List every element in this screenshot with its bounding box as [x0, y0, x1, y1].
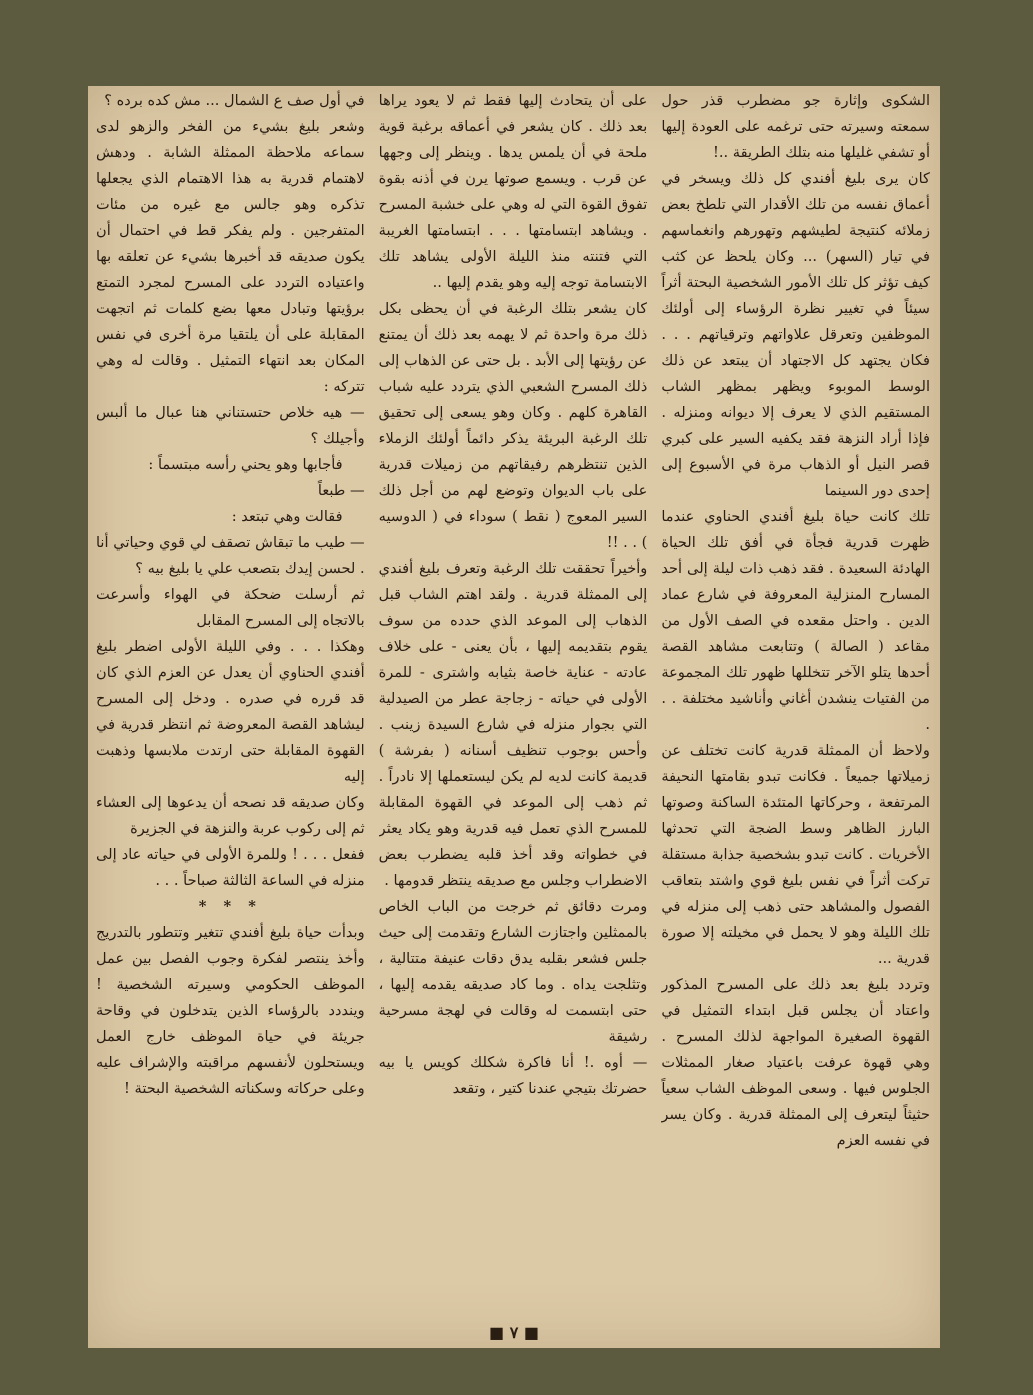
paragraph: كان يرى بليغ أفندي كل ذلك ويسخر في أعماق نفسه من تلك الأقدار التي تلطخ بعض زملائه كنتيجة لطيشهم وتهورهم وانغماسهم في تيار (السهر) ... وكان يلحظ عن كثب كيف تؤثر كل تلك الأمور الشخصية البحتة أثراً سيئاً في تغيير نظرة الرؤساء إلى أولئك الموظفين وتعرقل علاواتهم وترقياتهم . . . فكان يجتهد كل الاجتهاد أن يبتعد عن ذلك الوسط الموبوء ويظهر بمظهر الشاب المستقيم الذي لا يعرف إلا ديوانه ومنزله . فإذا أراد النزهة فقد يكفيه السير على كبري قصر النيل أو الذهاب مرة في الأسبوع إلى إحدى دور السينما: [661, 170, 930, 499]
paragraph: وهكذا . . . وفي الليلة الأولى اضطر بليغ أفندي الحناوي أن يعدل عن العزم الذي كان قد قرره في صدره . ودخل إلى المسرح ليشاهد القصة المعروضة ثم انتظر قدرية في القهوة المقابلة حتى ارتدت ملابسها وذهبت إليه: [95, 638, 365, 785]
paragraph: ثم أرسلت ضحكة في الهواء وأسرعت بالاتجاه إلى المسرح المقابل: [95, 586, 365, 629]
paragraph: ومرت دقائق ثم خرجت من الباب الخاص بالممثلين واجتازت الشارع وتقدمت إلى حيث جلس فشعر بقلبه يدق دقات عنيفة متتالية ، وتثلجت يداه . وما كاد صديقه يقدمه إليها ، حتى ابتسمت له وقالت في لهجة مسرحية رشيقة: [378, 898, 648, 1045]
column-3: [96, 88, 365, 1306]
column-1: [661, 88, 930, 1306]
section-separator: * * *: [198, 898, 262, 915]
page: [88, 86, 940, 1348]
paragraph: في أول صف ع الشمال ... مش كده برده ؟: [104, 92, 365, 109]
paragraph: وكان صديقه قد نصحه أن يدعوها إلى العشاء ثم إلى ركوب عربة والنزهة في الجزيرة: [95, 794, 365, 837]
paragraph: ففعل . . . ! وللمرة الأولى في حياته عاد إلى منزله في الساعة الثالثة صباحاً . . .: [95, 846, 365, 889]
dialogue-line: — أوه .! أنا فاكرة شكلك كويس يا بيه حضرتك بتيجي عندنا كتير ، وتقعد: [378, 1054, 648, 1097]
dialogue-line: — طيب ما تبقاش تصقف لي قوي وحياتي أنا . لحسن إيدك بتصعب علي يا بليغ بيه ؟: [95, 534, 365, 577]
paragraph: على أن يتحادث إليها فقط ثم لا يعود يراها بعد ذلك . كان يشعر في أعماقه برغبة قوية ملحة في أن يلمس يدها . وينظر إلى وجهها عن قرب . ويسمع صوتها يرن في أذنه بقوة تفوق القوة التي له وهي على خشبة المسرح . ويشاهد ابتسامتها . . . ابتسامتها الغريبة التي فتنته منذ الليلة الأولى يشاهد تلك الابتسامة توجه إليه وهو يقدم إليها ..: [378, 92, 648, 291]
paragraph: فأجابها وهو يحني رأسه مبتسماً :: [148, 456, 343, 473]
paragraph: فقالت وهي تبتعد :: [231, 508, 343, 525]
paragraph: كان يشعر بتلك الرغبة في أن يحظى بكل ذلك مرة واحدة ثم لا يهمه بعد ذلك أن يمتنع عن رؤيتها إلى الأبد . بل حتى عن الذهاب إلى ذلك المسرح الشعبي الذي يتردد عليه شباب القاهرة كلهم . وكان وهو يسعى إلى تحقيق تلك الرغبة البريئة يذكر دائماً أولئك الزملاء الذين تنتظرهم رفيقاتهم من زميلات قدرية على باب الديوان وتوضع لهم من أجل ذلك السير المعوج ( نقط ) سوداء في ( الدوسيه ) . . !!: [378, 300, 648, 551]
text-columns: [96, 88, 930, 1306]
dialogue-line: — طبعاً: [317, 482, 365, 499]
paragraph: ولاحظ أن الممثلة قدرية كانت تختلف عن زميلاتها جميعاً . فكانت تبدو بقامتها النحيفة المرتفعة ، وحركاتها المتئدة الساكنة وصوتها البارز الظاهر وسط الضجة التي تحدثها الأخريات . كانت تبدو بشخصية جذابة مستقلة تركت أثراً في نفس بليغ قوي واشتد بتعاقب الفصول والمشاهد حتى ذهب إلى منزله في تلك الليلة وهو لا يحمل في مخيلته إلا صورة قدرية ...: [661, 742, 930, 967]
paragraph: وتردد بليغ بعد ذلك على المسرح المذكور واعتاد أن يجلس قبل ابتداء التمثيل في القهوة الصغيرة المواجهة لذلك المسرح . وهي قهوة عرفت باعتياد صغار الممثلات الجلوس فيها . وسعى الموظف الشاب سعياً حثيثاً ليتعرف إلى الممثلة قدرية . وكان يسر في نفسه العزم: [661, 976, 930, 1149]
paragraph: تلك كانت حياة بليغ أفندي الحناوي عندما ظهرت قدرية فجأة في أفق تلك الحياة الهادئة السعيدة . فقد ذهب ذات ليلة إلى أحد المسارح المنزلية المعروفة في شارع عماد الدين . واحتل مقعده في الصف الأول من مقاعد ( الصالة ) وتتابعت مشاهد القصة أحدها يتلو الآخر تتخللها ظهور تلك المجموعة من الفتيات ينشدن أغاني وأناشيد مختلفة . . .: [661, 508, 930, 733]
dialogue-line: — هيه خلاص حتستناني هنا عبال ما ألبس وأجيلك ؟: [95, 404, 365, 447]
column-2: [379, 88, 648, 1306]
page-number: ■ ٧ ■: [489, 1323, 539, 1342]
paragraph: وبدأت حياة بليغ أفندي تتغير وتتطور بالتدريج وأخذ ينتصر لفكرة وجوب الفصل بين عمل الموظف الحكومي وسيرته الشخصية ! وينددد بالرؤساء الذين يتدخلون في وقاحة جريئة في حياة الموظف خارج العمل ويستحلون لأنفسهم مراقبته والإشراف عليه وعلى حركاته وسكناته الشخصية البحتة !: [95, 924, 365, 1097]
paragraph: الشكوى وإثارة جو مضطرب قذر حول سمعته وسيرته حتى ترغمه على العودة إليها أو تشفي غليلها منه بتلك الطريقة ..!: [661, 92, 930, 161]
paragraph: وأخيراً تحققت تلك الرغبة وتعرف بليغ أفندي إلى الممثلة قدرية . ولقد اهتم الشاب قبل الذهاب إلى الموعد الذي حدده من سوف يقوم بتقديمه إليها ، بأن يعنى - على خلاف عادته - عناية خاصة بثيابه واشترى - للمرة الأولى في حياته - زجاجة عطر من الصيدلية التي بجوار منزله في شارع السيدة زينب . وأحس بوجوب تنظيف أسنانه ( بفرشة ) قديمة كانت لديه لم يكن ليستعملها إلا نادراً . ثم ذهب إلى الموعد في القهوة المقابلة للمسرح الذي تعمل فيه قدرية وهو يكاد يعثر في خطواته وقد أخذ قلبه يضطرب بعض الاضطراب وجلس مع صديقه ينتظر قدومها .: [378, 560, 648, 889]
paragraph: وشعر بليغ بشيء من الفخر والزهو لدى سماعه ملاحظة الممثلة الشابة . ودهش لاهتمام قدرية به هذا الاهتمام الذي يجعلها تذكره وهو جالس مع غيره من مئات المتفرجين . ولم يفكر قط في احتمال أن يكون صديقه قد أخبرها بشيء عن تعلقه بها واعتياده التردد على المسرح لمجرد التمتع برؤيتها وتبادل معها بضع كلمات ثم اتجهت المقابلة على أن يلتقيا مرة أخرى في نفس المكان بعد انتهاء التمثيل . وقالت له وهي تتركه :: [95, 118, 365, 395]
